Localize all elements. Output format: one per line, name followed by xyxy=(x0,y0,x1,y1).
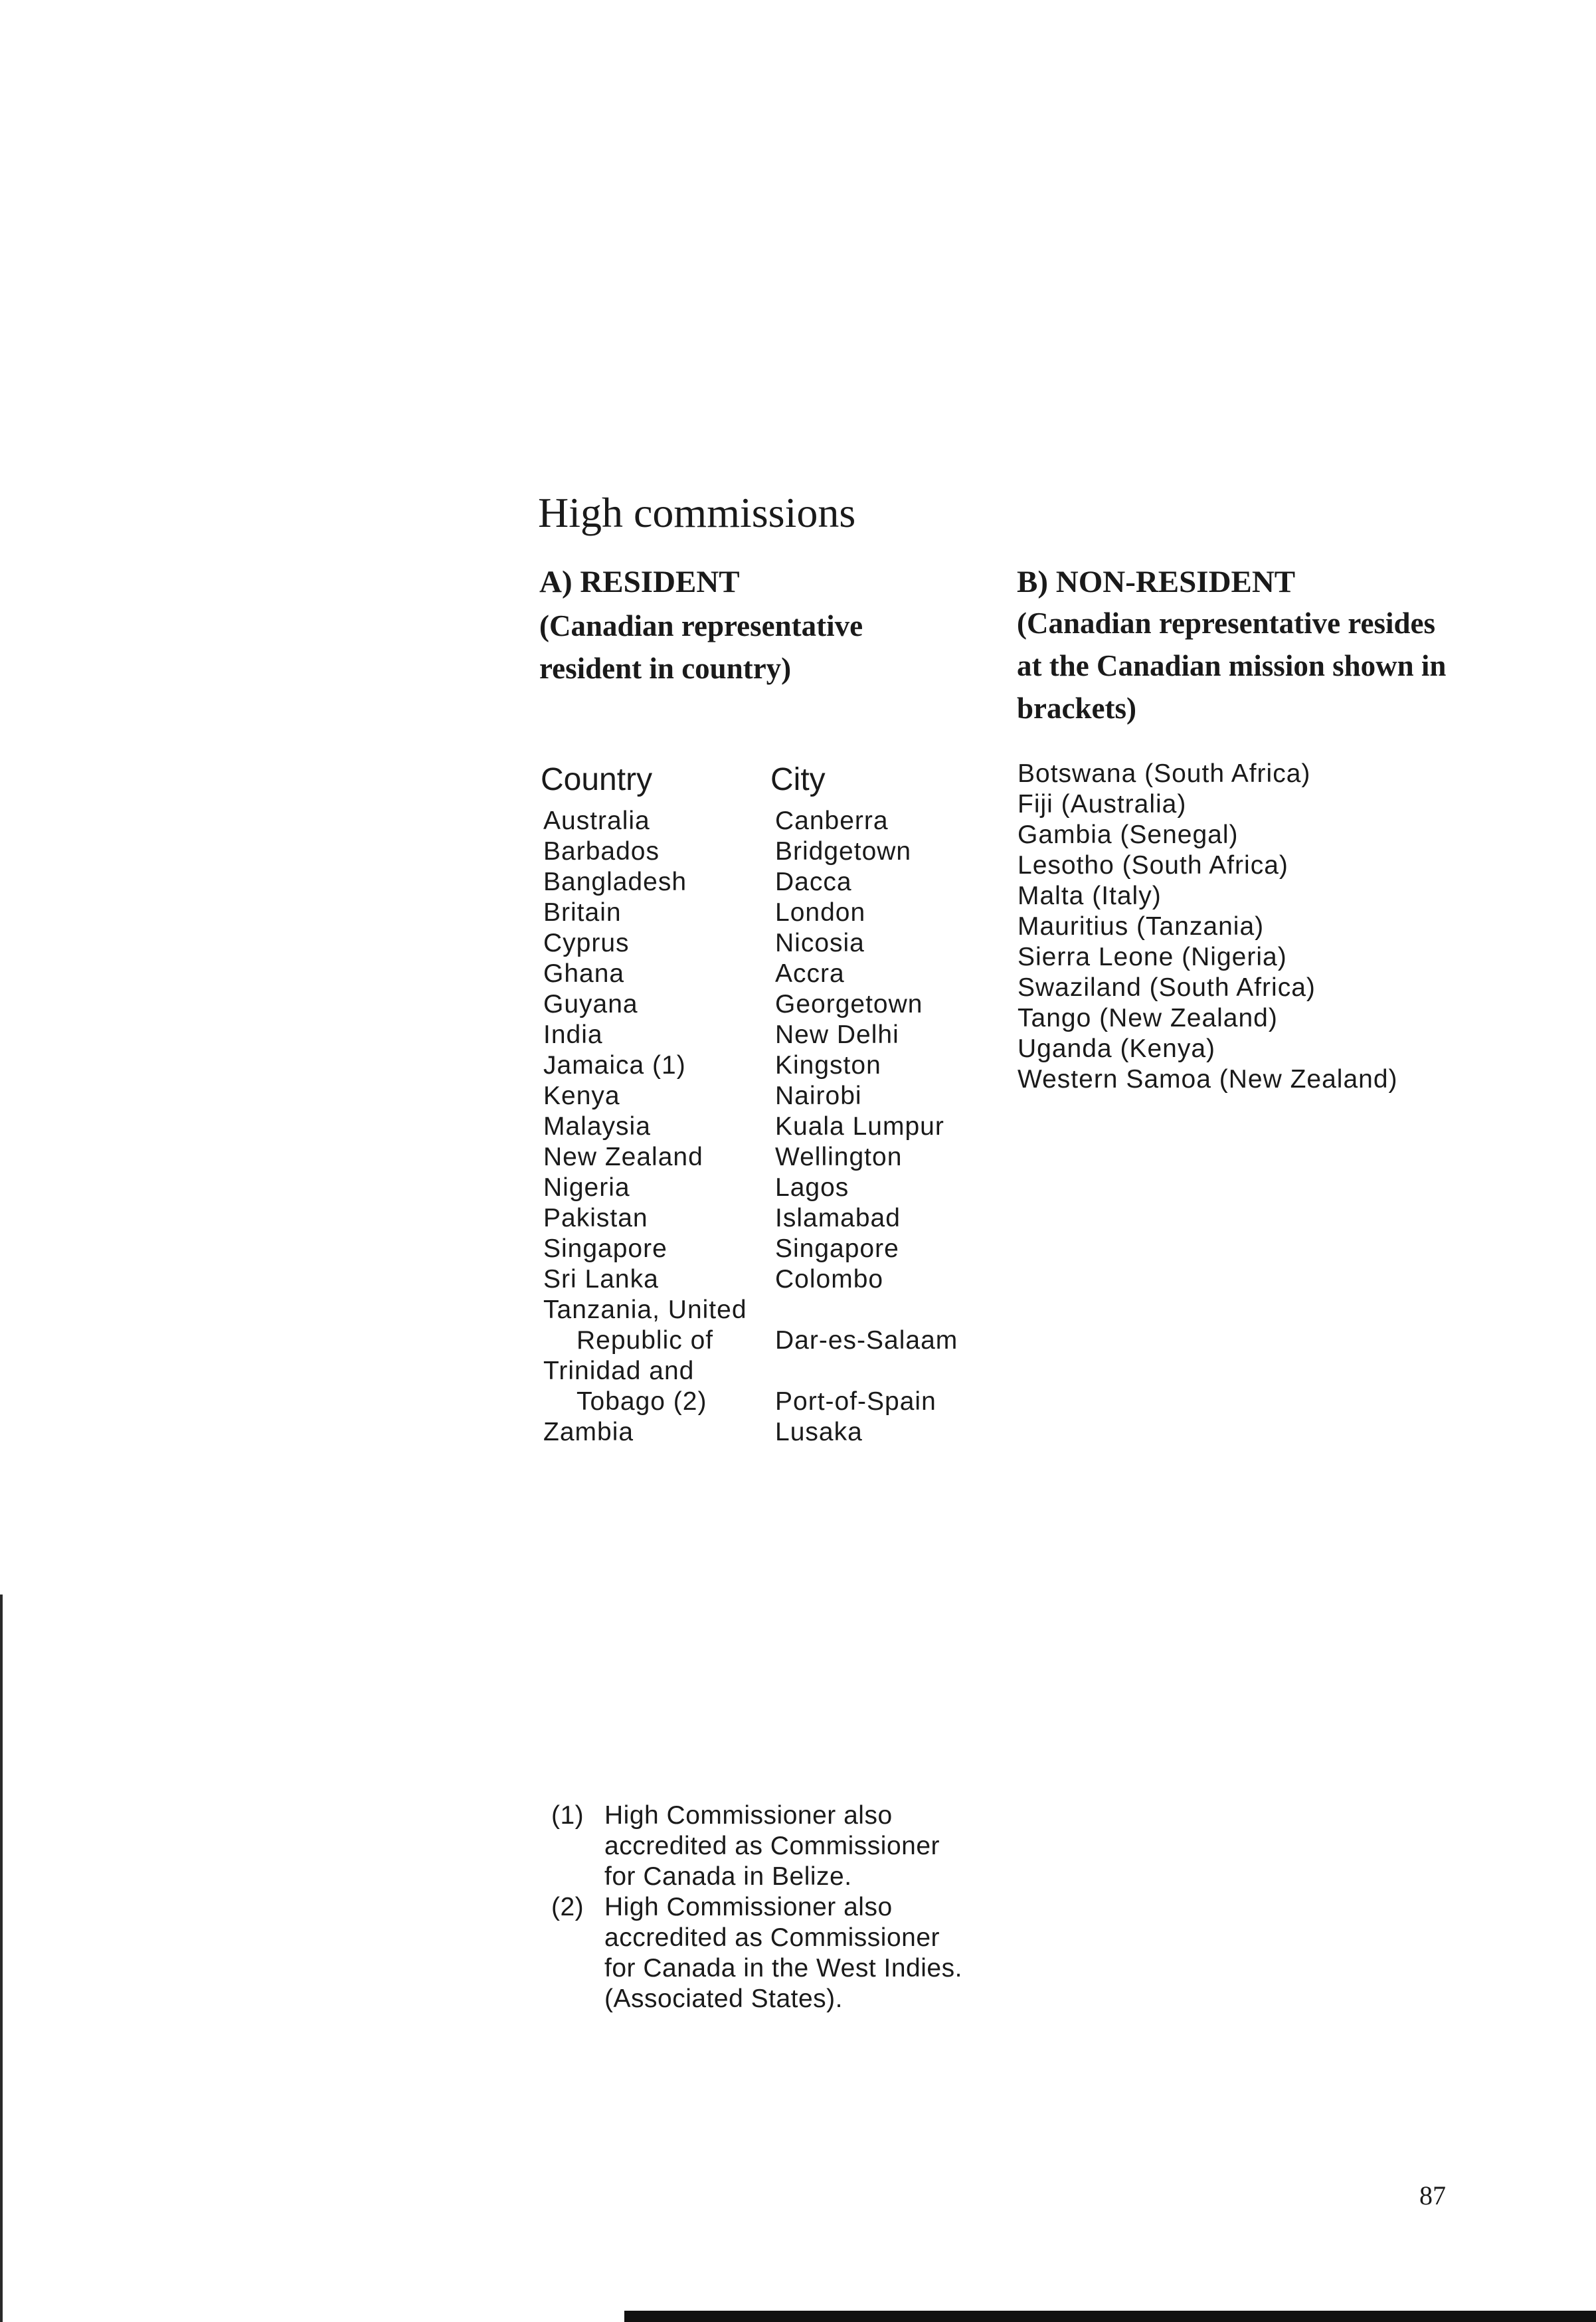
city-item xyxy=(775,867,958,898)
city-item xyxy=(775,836,958,867)
country-item xyxy=(543,1264,747,1295)
footnote-text-line: accredited as Commissioner xyxy=(604,1832,940,1860)
footnotes xyxy=(551,1800,962,2014)
city-spacer xyxy=(775,1356,958,1387)
page-title: High commissions xyxy=(538,489,856,536)
city-name: Canberra xyxy=(775,807,889,835)
country-item xyxy=(543,898,747,928)
country-column-header: Country xyxy=(541,762,653,797)
page-number: 87 xyxy=(1419,2180,1446,2210)
country-name: Tanzania, United xyxy=(543,1296,747,1324)
non-resident-note: (Canadian representative resides at the Canadian mission shown in brackets) xyxy=(1017,607,1447,725)
city-spacer xyxy=(775,1295,958,1325)
footnote-text-line: High Commissioner also xyxy=(604,1893,893,1921)
footnote-item xyxy=(551,1800,962,1892)
country-name: Cyprus xyxy=(543,929,630,957)
non-resident-item: Botswana (South Africa) xyxy=(1018,759,1311,788)
country-name: Barbados xyxy=(543,837,660,866)
city-item xyxy=(775,1020,958,1050)
country-name: Trinidad and xyxy=(543,1357,695,1385)
non-resident-item: Western Samoa (New Zealand) xyxy=(1018,1065,1398,1094)
city-name: Colombo xyxy=(775,1265,884,1294)
non-resident-item: Uganda (Kenya) xyxy=(1018,1034,1216,1063)
country-item xyxy=(543,1295,747,1356)
country-name: Malaysia xyxy=(543,1112,651,1141)
footnote-text-line: for Canada in Belize. xyxy=(604,1862,852,1891)
country-name: India xyxy=(543,1020,603,1049)
city-name: Nicosia xyxy=(775,929,865,957)
city-item xyxy=(775,1295,958,1356)
country-name: Kenya xyxy=(543,1082,620,1110)
country-item xyxy=(543,867,747,898)
non-resident-heading: B) NON-RESIDENT xyxy=(1017,565,1296,599)
non-resident-item: Fiji (Australia) xyxy=(1018,790,1187,819)
footnote-text-line: (Associated States). xyxy=(604,1984,843,2013)
country-item xyxy=(543,836,747,867)
country-name: Britain xyxy=(543,898,622,927)
non-resident-item: Mauritius (Tanzania) xyxy=(1018,912,1265,941)
non-resident-item: Swaziland (South Africa) xyxy=(1018,973,1316,1002)
footnote-text-line: High Commissioner also xyxy=(604,1801,893,1830)
country-item xyxy=(543,1142,747,1173)
non-resident-item: Lesotho (South Africa) xyxy=(1018,851,1288,880)
resident-heading: A) RESIDENT xyxy=(539,565,740,599)
city-item xyxy=(775,1050,958,1081)
country-item xyxy=(543,806,747,836)
city-item xyxy=(775,959,958,989)
city-name: Lusaka xyxy=(775,1418,863,1446)
non-resident-item: Tango (New Zealand) xyxy=(1018,1004,1278,1032)
country-item xyxy=(543,1203,747,1234)
city-name: New Delhi xyxy=(775,1020,899,1049)
city-name: London xyxy=(775,898,866,927)
city-item xyxy=(775,928,958,959)
country-item xyxy=(543,1234,747,1264)
country-name: Sri Lanka xyxy=(543,1265,659,1294)
footnote-text-line: accredited as Commissioner xyxy=(604,1923,940,1952)
country-item xyxy=(543,989,747,1020)
city-item xyxy=(775,1234,958,1264)
resident-note: (Canadian representative resident in country) xyxy=(539,609,863,685)
city-name: Georgetown xyxy=(775,990,923,1018)
city-name: Islamabad xyxy=(775,1204,901,1232)
country-item xyxy=(543,1020,747,1050)
footnote-number: (2) xyxy=(551,1893,584,1921)
country-item xyxy=(543,959,747,989)
city-item xyxy=(775,989,958,1020)
country-name: Singapore xyxy=(543,1234,667,1263)
city-item xyxy=(775,1173,958,1203)
city-item xyxy=(775,1203,958,1234)
country-list xyxy=(543,806,747,1448)
country-item xyxy=(543,1081,747,1112)
country-item xyxy=(543,1173,747,1203)
country-name: Jamaica (1) xyxy=(543,1051,686,1080)
left-scan-edge xyxy=(0,1595,3,2322)
country-name: Pakistan xyxy=(543,1204,648,1232)
city-name: Singapore xyxy=(775,1234,899,1263)
city-name: Dar-es-Salaam xyxy=(775,1326,958,1355)
city-list xyxy=(775,806,958,1448)
footnote-text-line: for Canada in the West Indies. xyxy=(604,1954,962,1983)
non-resident-item: Gambia (Senegal) xyxy=(1018,821,1239,849)
non-resident-item: Sierra Leone (Nigeria) xyxy=(1018,943,1287,971)
city-name: Port-of-Spain xyxy=(775,1387,936,1416)
city-item xyxy=(775,1081,958,1112)
city-column-header: City xyxy=(770,762,826,797)
non-resident-item: Malta (Italy) xyxy=(1018,882,1162,910)
city-name: Accra xyxy=(775,959,845,988)
footnote-number: (1) xyxy=(551,1801,584,1830)
country-item xyxy=(543,1356,747,1417)
country-name: New Zealand xyxy=(543,1143,703,1171)
country-name-continued: Republic of xyxy=(576,1326,714,1355)
city-item xyxy=(775,1142,958,1173)
city-name: Nairobi xyxy=(775,1082,862,1110)
city-name: Bridgetown xyxy=(775,837,912,866)
country-name: Nigeria xyxy=(543,1173,630,1202)
city-item xyxy=(775,898,958,928)
country-name: Guyana xyxy=(543,990,638,1018)
country-item xyxy=(543,1417,747,1448)
city-name: Wellington xyxy=(775,1143,903,1171)
country-name: Zambia xyxy=(543,1418,634,1446)
country-name: Bangladesh xyxy=(543,868,687,896)
country-name-continued: Tobago (2) xyxy=(576,1387,707,1416)
city-item xyxy=(775,1356,958,1417)
non-resident-list xyxy=(1018,759,1398,1095)
bottom-scan-rule xyxy=(624,2311,1596,2322)
city-item xyxy=(775,806,958,836)
footnote-item xyxy=(551,1892,962,2014)
city-name: Dacca xyxy=(775,868,852,896)
city-item xyxy=(775,1112,958,1142)
city-name: Lagos xyxy=(775,1173,849,1202)
country-item xyxy=(543,928,747,959)
city-name: Kingston xyxy=(775,1051,881,1080)
city-name: Kuala Lumpur xyxy=(775,1112,944,1141)
country-name: Ghana xyxy=(543,959,625,988)
country-item xyxy=(543,1050,747,1081)
city-item xyxy=(775,1264,958,1295)
city-item xyxy=(775,1417,958,1448)
country-name: Australia xyxy=(543,807,650,835)
country-item xyxy=(543,1112,747,1142)
